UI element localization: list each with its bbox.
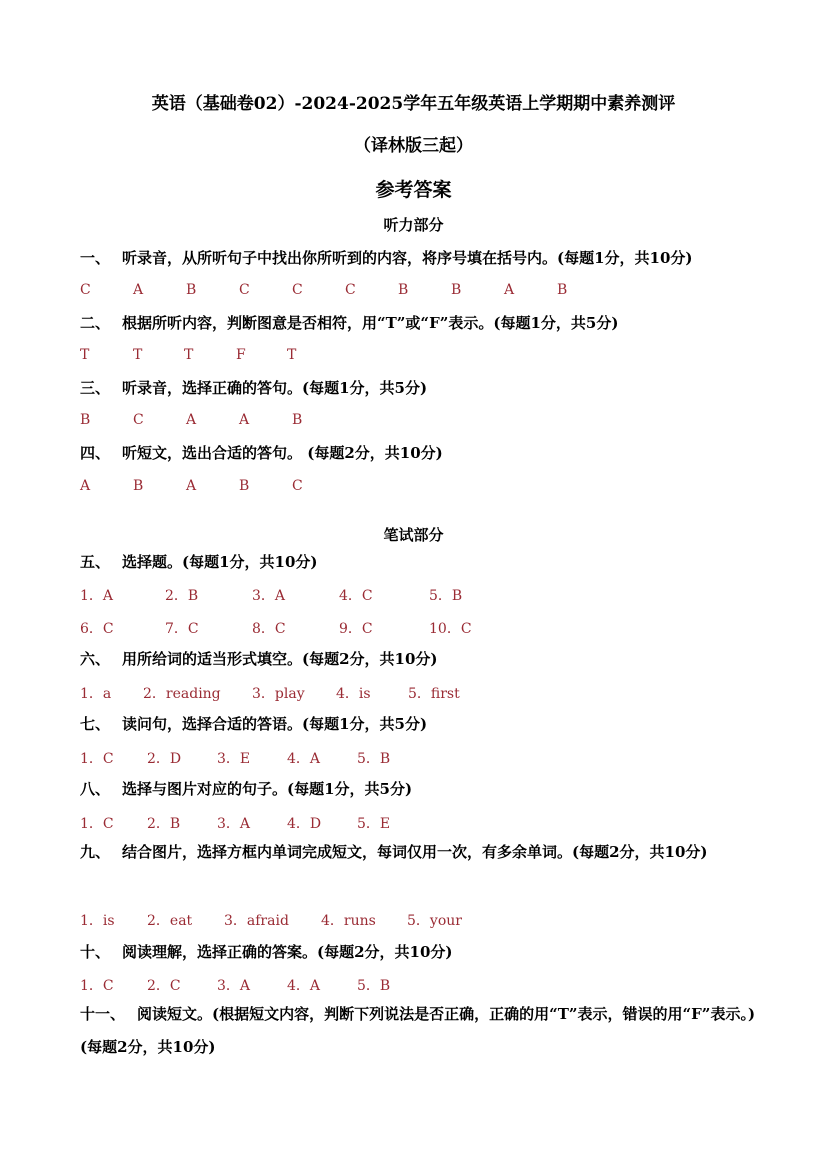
- answer: T: [287, 347, 297, 363]
- document-subtitle: （译林版三起）: [354, 136, 473, 156]
- section-number: 五、: [80, 553, 111, 571]
- answer: C: [133, 412, 144, 428]
- answer: A: [80, 478, 91, 494]
- section-number: 十一、: [80, 1005, 126, 1023]
- question-section-1: [80, 247, 760, 268]
- answer: A: [186, 478, 197, 494]
- answer: A: [239, 412, 250, 428]
- answer: 2．eat: [147, 913, 193, 929]
- answer: T: [133, 347, 143, 363]
- question-section-11: [80, 998, 760, 1064]
- answer-key-heading: 参考答案: [375, 179, 452, 201]
- question-section-3: [80, 377, 760, 398]
- answer: B: [80, 412, 91, 428]
- answer: 1．C: [80, 816, 114, 832]
- section-instruction: 选择与图片对应的句子。(每题1分，共5分): [122, 780, 413, 798]
- answer: C: [292, 282, 303, 298]
- answer: 2．reading: [143, 686, 221, 702]
- answer: B: [557, 282, 568, 298]
- section-instruction: 根据所听内容，判断图意是否相符，用“T”或“F”表示。(每题1分，共5分): [122, 314, 619, 332]
- answer: 8．C: [252, 621, 286, 637]
- answer: 5．B: [357, 751, 391, 767]
- section-instruction: 结合图片，选择方框内单词完成短文，每词仅用一次，有多余单词。(每题2分，共10分): [122, 843, 708, 861]
- section-instruction: 听短文，选出合适的答句。 (每题2分，共10分): [122, 444, 443, 462]
- answer: 4．runs: [321, 913, 376, 929]
- question-section-4: [80, 442, 760, 463]
- answer: 3．E: [217, 751, 251, 767]
- answer: 1．A: [80, 588, 114, 604]
- answer: 2．D: [147, 751, 182, 767]
- answer: C: [345, 282, 356, 298]
- answer: 5．E: [357, 816, 391, 832]
- section-number: 十、: [80, 943, 111, 961]
- section-number: 二、: [80, 314, 111, 332]
- answer: B: [186, 282, 197, 298]
- answer: B: [398, 282, 409, 298]
- section-instruction: 听录音，从所听句子中找出你所听到的内容，将序号填在括号内。(每题1分，共10分): [122, 249, 693, 267]
- answer: 5．first: [408, 686, 460, 702]
- answer: 2．B: [165, 588, 199, 604]
- section-number: 四、: [80, 444, 111, 462]
- document-title: 英语（基础卷02）-2024-2025学年五年级英语上学期期中素养测评: [151, 94, 676, 114]
- section-instruction: 听录音，选择正确的答句。(每题1分，共5分): [122, 379, 428, 397]
- answer: 3．afraid: [224, 913, 289, 929]
- answer: 4．A: [287, 978, 321, 994]
- answer: 5．B: [429, 588, 463, 604]
- answer: C: [292, 478, 303, 494]
- section-number: 七、: [80, 715, 111, 733]
- section-number: 六、: [80, 650, 111, 668]
- question-section-7: [80, 713, 760, 734]
- answer: 4．D: [287, 816, 322, 832]
- answer: 1．a: [80, 686, 112, 702]
- answer: B: [292, 412, 303, 428]
- answer: 1．C: [80, 751, 114, 767]
- section-instruction: 阅读理解，选择正确的答案。(每题2分，共10分): [122, 943, 453, 961]
- answer: 1．is: [80, 913, 115, 929]
- answer: 10．C: [429, 621, 472, 637]
- answer: C: [80, 282, 91, 298]
- question-section-6: [80, 648, 760, 669]
- answer: 2．B: [147, 816, 181, 832]
- writing-part-title: 笔试部分: [383, 526, 444, 544]
- answer: B: [133, 478, 144, 494]
- section-instruction: 读问句，选择合适的答语。(每题1分，共5分): [122, 715, 428, 733]
- section-instruction: 用所给词的适当形式填空。(每题2分，共10分): [122, 650, 438, 668]
- question-section-9: [80, 836, 760, 869]
- answer: 1．C: [80, 978, 114, 994]
- question-section-8: [80, 778, 760, 799]
- answer: A: [504, 282, 515, 298]
- answer: 4．is: [336, 686, 371, 702]
- section-number: 三、: [80, 379, 111, 397]
- section-number: 八、: [80, 780, 111, 798]
- answer: A: [186, 412, 197, 428]
- answer: 5．B: [357, 978, 391, 994]
- answer: F: [236, 347, 246, 363]
- answer: 9．C: [339, 621, 373, 637]
- answer: 2．C: [147, 978, 181, 994]
- answer: C: [239, 282, 250, 298]
- answer: 7．C: [165, 621, 199, 637]
- listening-part-title: 听力部分: [383, 216, 444, 234]
- section-instruction: 阅读短文。(根据短文内容，判断下列说法是否正确，正确的用“T”表示，错误的用“F”表示。) (每题2分，共10分): [80, 1005, 756, 1056]
- section-number: 九、: [80, 843, 111, 861]
- answer: 6．C: [80, 621, 114, 637]
- answer: 3．A: [252, 588, 286, 604]
- section-number: 一、: [80, 249, 111, 267]
- answer: 4．C: [339, 588, 373, 604]
- question-section-10: [80, 941, 760, 962]
- answer: 3．A: [217, 978, 251, 994]
- answer: 3．play: [252, 686, 305, 702]
- answer: T: [80, 347, 90, 363]
- answer: B: [451, 282, 462, 298]
- question-section-2: [80, 312, 760, 333]
- section-instruction: 选择题。(每题1分，共10分): [122, 553, 318, 571]
- answer: B: [239, 478, 250, 494]
- answer: 4．A: [287, 751, 321, 767]
- answer: A: [133, 282, 144, 298]
- answer: 5．your: [407, 913, 462, 929]
- answer: 3．A: [217, 816, 251, 832]
- question-section-5: [80, 551, 760, 572]
- answer: T: [184, 347, 194, 363]
